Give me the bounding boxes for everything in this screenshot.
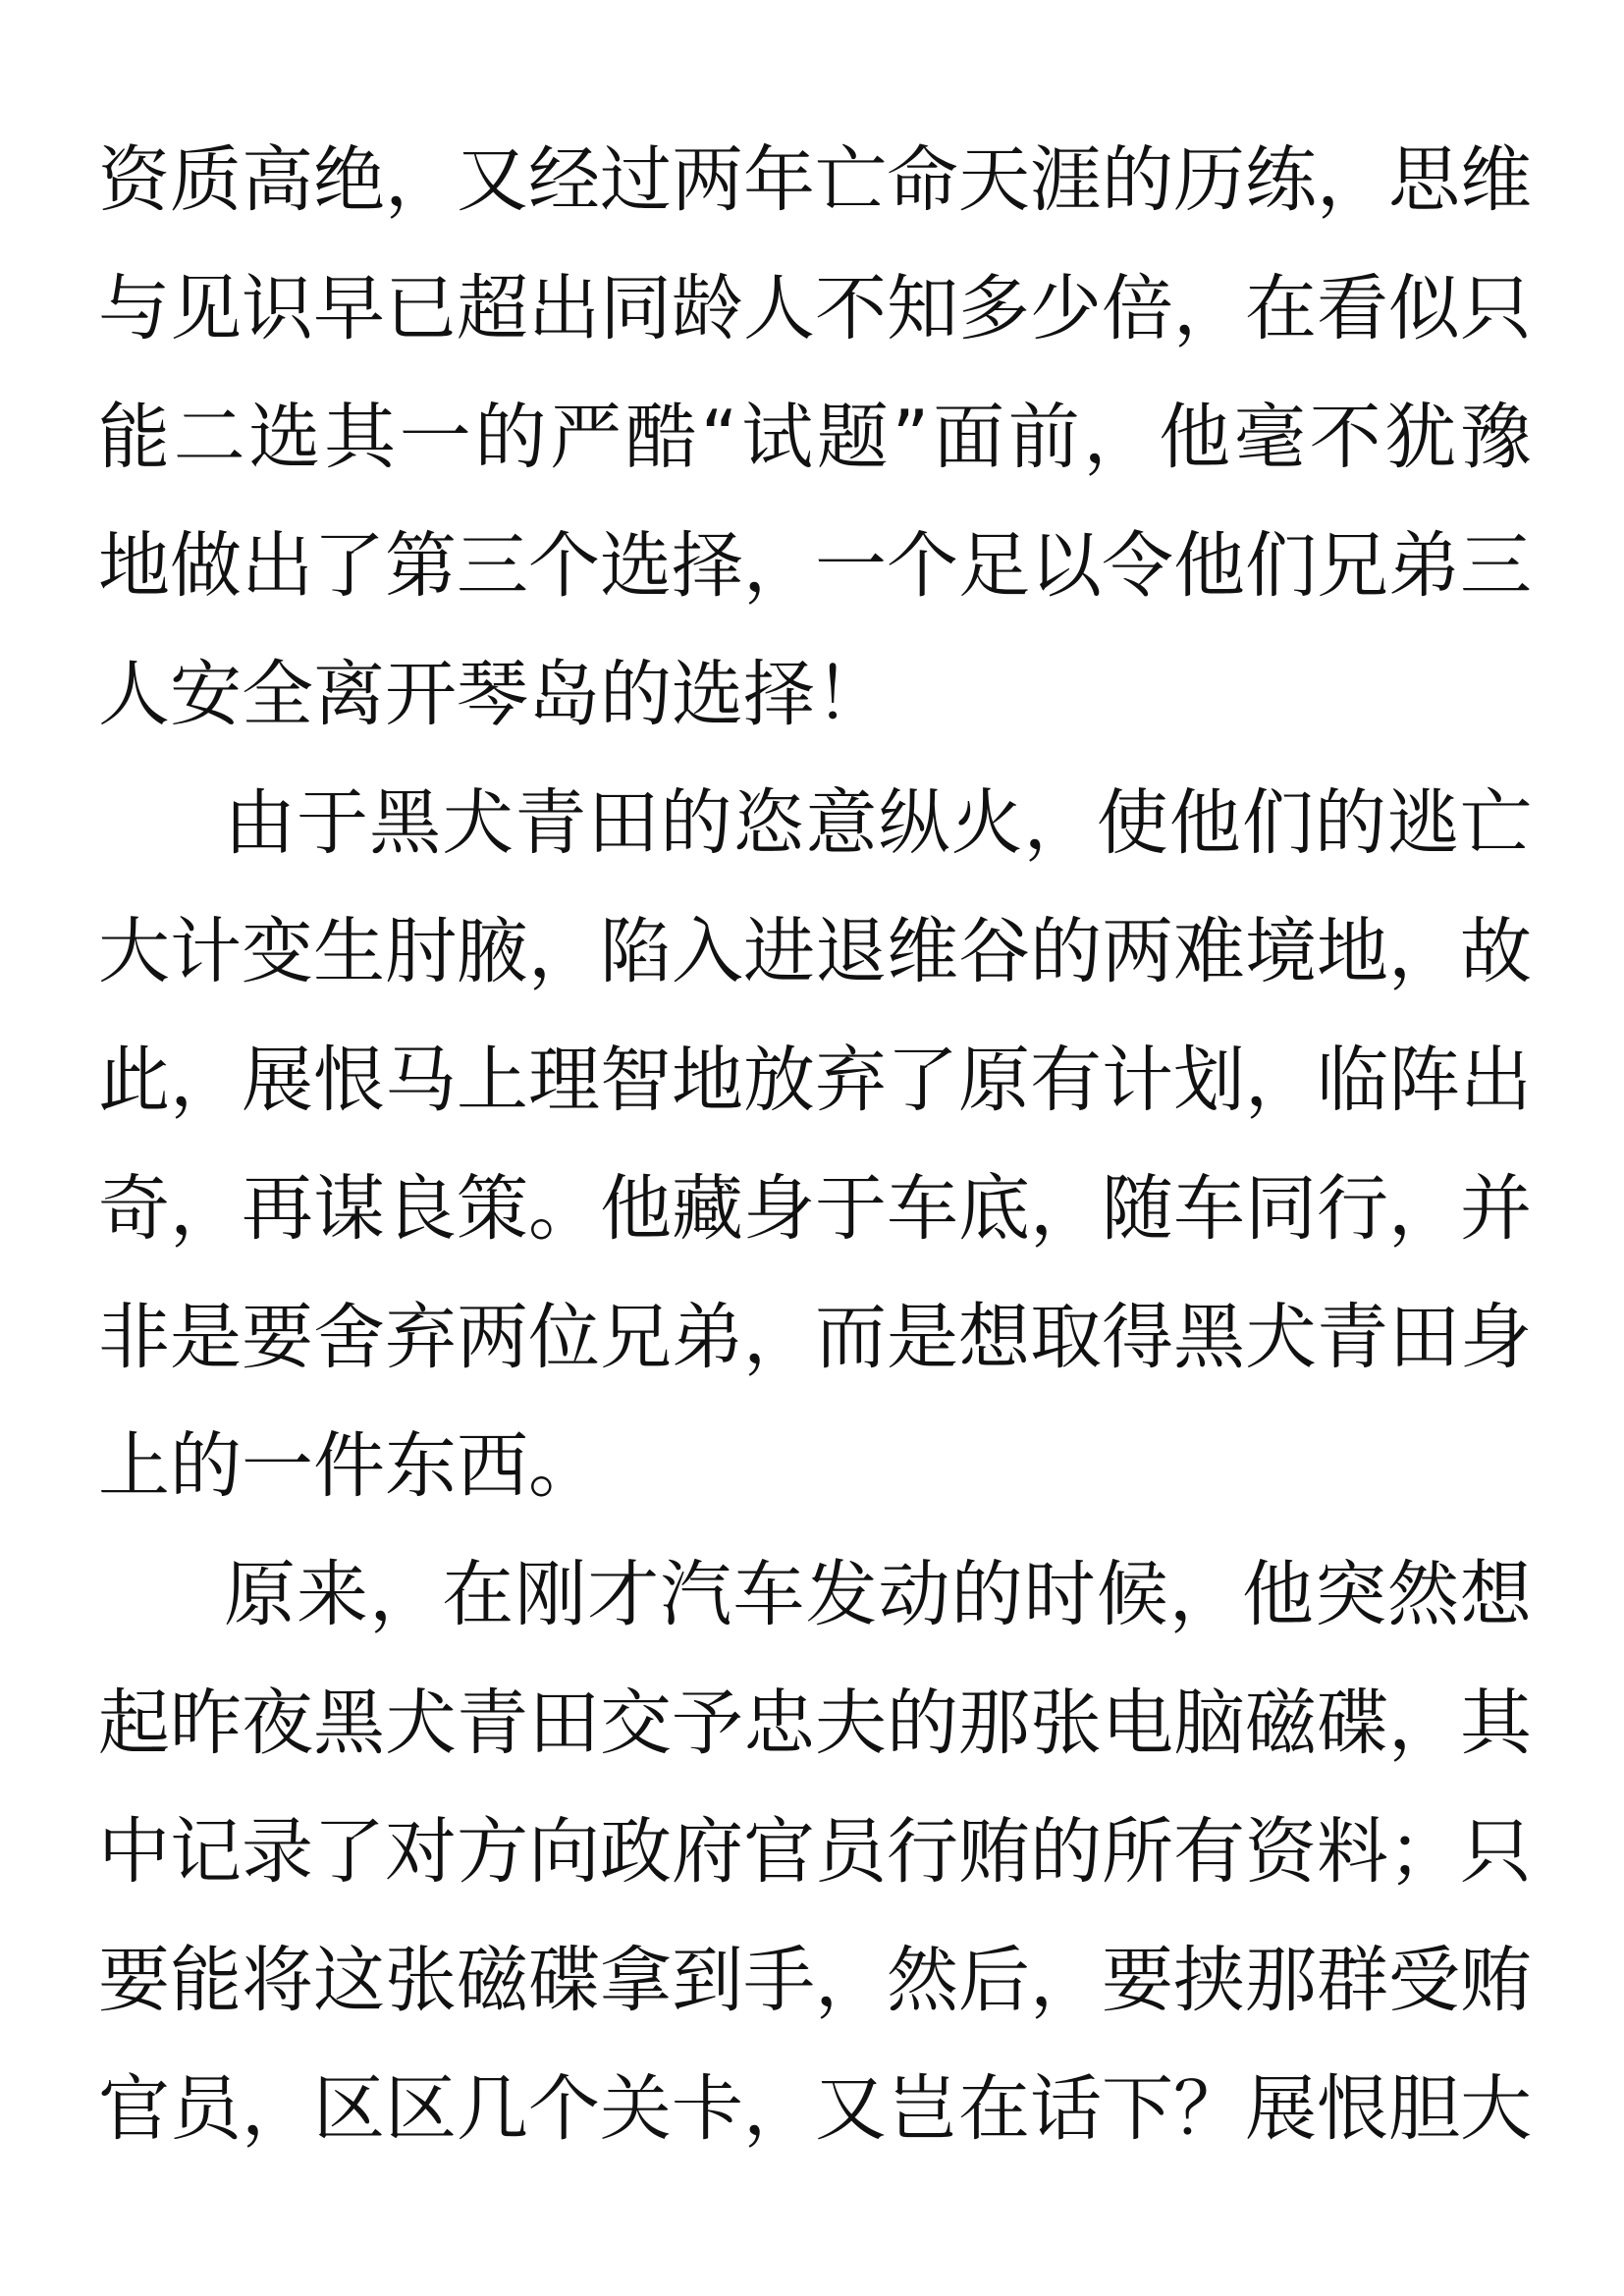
text-line: 此，展恨马上理智地放弃了原有计划，临阵出 — [98, 1039, 1532, 1122]
text-line: 奇，再谋良策。他藏身于车底，随车同行，并 — [98, 1167, 1532, 1251]
text-line: 中记录了对方向政府官员行贿的所有资料；只 — [98, 1810, 1532, 1894]
paragraph-1 — [98, 116, 1532, 759]
text-line: 上的一件东西。 — [98, 1424, 600, 1508]
text-line: 起昨夜黑犬青田交予忠夫的那张电脑磁碟，其 — [98, 1682, 1532, 1765]
text-line: 资质高绝，又经过两年亡命天涯的历练，思维 — [98, 138, 1532, 222]
text-line: 地做出了第三个选择，一个足以令他们兄弟三 — [98, 524, 1532, 608]
paragraph-3 — [98, 1530, 1532, 2173]
text-line: 由于黑犬青田的恣意纵火，使他们的逃亡 — [224, 781, 1532, 865]
body-text — [98, 116, 1532, 2173]
text-line: 大计变生肘腋，陷入进退维谷的两难境地，故 — [98, 910, 1532, 993]
text-line: 官员，区区几个关卡，又岂在话下？展恨胆大 — [98, 2067, 1532, 2151]
text-line: 非是要舍弃两位兄弟，而是想取得黑犬青田身 — [98, 1296, 1532, 1379]
text-line: 人安全离开琴岛的选择！ — [98, 653, 887, 736]
text-line: 要能将这张磁碟拿到手，然后，要挟那群受贿 — [98, 1939, 1532, 2022]
text-line: 与见识早已超出同龄人不知多少倍，在看似只 — [98, 267, 1532, 350]
paragraph-2 — [98, 759, 1532, 1530]
text-line: 能二选其一的严酷“试题”面前，他毫不犹豫 — [98, 396, 1532, 479]
text-line: 原来，在刚才汽车发动的时候，他突然想 — [224, 1553, 1532, 1636]
